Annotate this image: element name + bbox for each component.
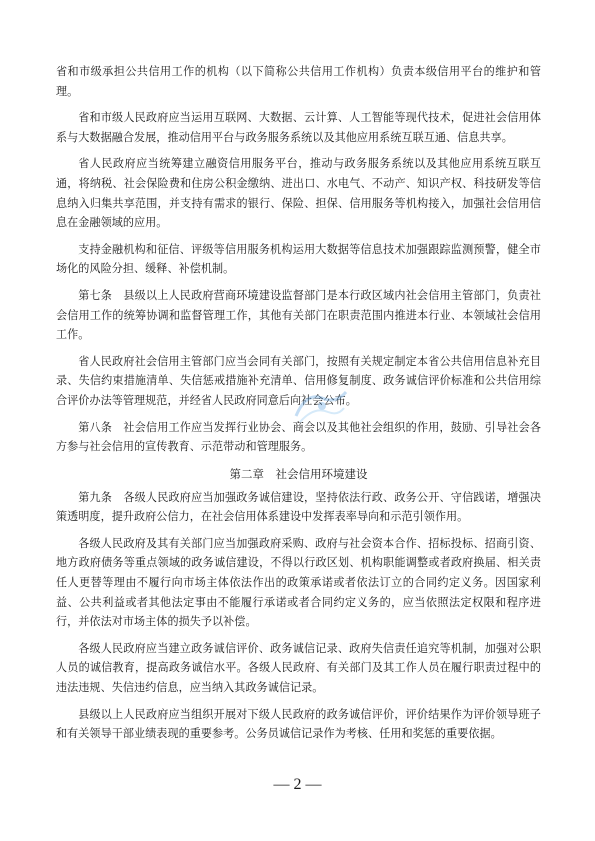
section-credit-environment [56,488,541,744]
paragraph: 省人民政府社会信用主管部门应当会同有关部门，按照有关规定制定本省公共信用信息补充目录、失信约束措施清单、失信惩戒措施补充清单、信用修复制度、政务诚信评价标准和公共信用综合评价办法等管理规范，并经省人民政府同意后向社会公布。 [56,354,541,407]
paragraph: 支持金融机构和征信、评级等信用服务机构运用大数据等信息技术加强跟踪监测预警，健全市场化的风险分担、缓释、补偿机制。 [56,242,541,276]
paragraph: 第九条 各级人民政府应当加强政务诚信建设，坚持依法行政、政务公开、守信践诺，增强决策透明度，提升政府公信力，在社会信用体系建设中发挥表率导向和示范引领作用。 [56,490,541,524]
paragraph: 县级以上人民政府应当组织开展对下级人民政府的政务诚信评价，评价结果作为评价领导班子和有关领导干部业绩表现的重要参考。公务员诚信记录作为考核、任用和奖惩的重要依据。 [56,707,541,741]
paragraph: 第八条 社会信用工作应当发挥行业协会、商会以及其他社会组织的作用，鼓励、引导社会各方参与社会信用的宣传教育、示范带动和管理服务。 [56,420,541,454]
document-body [56,62,541,751]
section-general-provisions [56,62,541,457]
paragraph: 省人民政府应当统筹建立融资信用服务平台，推动与政务服务系统以及其他应用系统互联互通，将纳税、社会保险费和住房公积金缴纳、进出口、水电气、不动产、知识产权、科技研发等信息纳入归集共享范围，并支持有需求的银行、保险、担保、信用服务等机构接入，加强社会信用信息在金融领域的应用。 [56,157,541,230]
paragraph: 各级人民政府及其有关部门应当加强政府采购、政府与社会资本合作、招标投标、招商引资、地方政府债务等重点领域的政务诚信建设，不得以行政区划、机构职能调整或者政府换届、相关责任人更替等理由不履行向市场主体依法作出的政策承诺或者依法订立的合同约定义务。因国家利益、公共利益或者其他法定事由不能履行承诺或者合同约定义务的，应当依照法定权限和程序进行，并依法对市场主体的损失予以补偿。 [56,536,541,629]
page-number: — 2 — [273,776,322,793]
paragraph: 省和市级承担公共信用工作的机构（以下简称公共信用工作机构）负责本级信用平台的维护和管理。 [56,65,541,98]
paragraph: 各级人民政府应当建立政务诚信评价、政务诚信记录、政府失信责任追究等机制，加强对公职人员的诚信教育，提高政务诚信水平。各级人民政府、有关部门及其工作人员在履行职责过程中的违法违规、失信违约信息，应当纳入其政务诚信记录。 [56,641,541,695]
paragraph: 省和市级人民政府应当运用互联网、大数据、云计算、人工智能等现代技术，促进社会信用体系与大数据融合发展，推动信用平台与政务服务系统以及其他应用系统互联互通、信息共享。 [56,111,541,144]
chapter-title: 第二章 社会信用环境建设 [229,466,368,481]
paragraph: 第七条 县级以上人民政府营商环境建设监督部门是本行政区域内社会信用主管部门，负责社会信用工作的统筹协调和监督管理工作，其他有关部门在职责范围内推进本行业、本领域社会信用工作。 [56,288,541,342]
